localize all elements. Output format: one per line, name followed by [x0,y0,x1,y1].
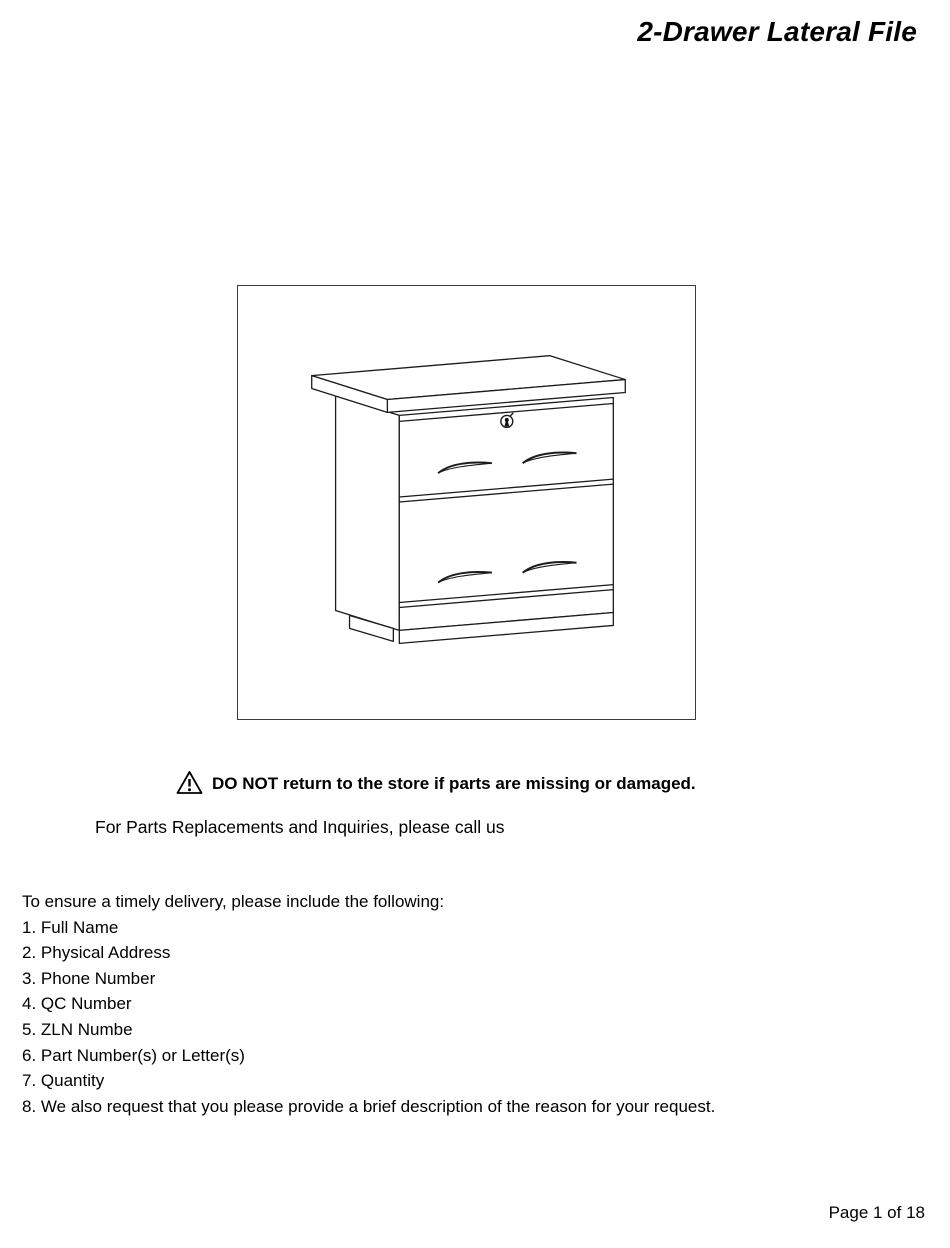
cabinet-illustration [238,286,695,719]
list-item: 3. Phone Number [22,968,156,988]
list-item: 8. We also request that you please provide a brief description of the reason for your request. [22,1096,716,1116]
delivery-checklist [22,889,932,1119]
list-item: 1. Full Name [22,917,119,937]
warning-text: DO NOT return to the store if parts are missing or damaged. [212,774,696,793]
list-item: 7. Quantity [22,1071,105,1091]
warning-line [176,770,696,795]
warning-icon [176,770,203,795]
list-item: 5. ZLN Numbe [22,1019,133,1039]
cabinet-figure-frame [237,285,696,720]
page-title: 2-Drawer Lateral File [637,16,917,47]
delivery-intro: To ensure a timely delivery, please include the following: [22,892,445,911]
list-item: 4. QC Number [22,994,132,1014]
cabinet-front-face [399,397,613,630]
page-number: Page 1 of 18 [828,1203,925,1222]
cabinet-side-panel [336,395,400,630]
list-item: 2. Physical Address [22,943,171,963]
contact-text: For Parts Replacements and Inquiries, please call us [95,817,505,837]
list-item: 6. Part Number(s) or Letter(s) [22,1045,245,1065]
